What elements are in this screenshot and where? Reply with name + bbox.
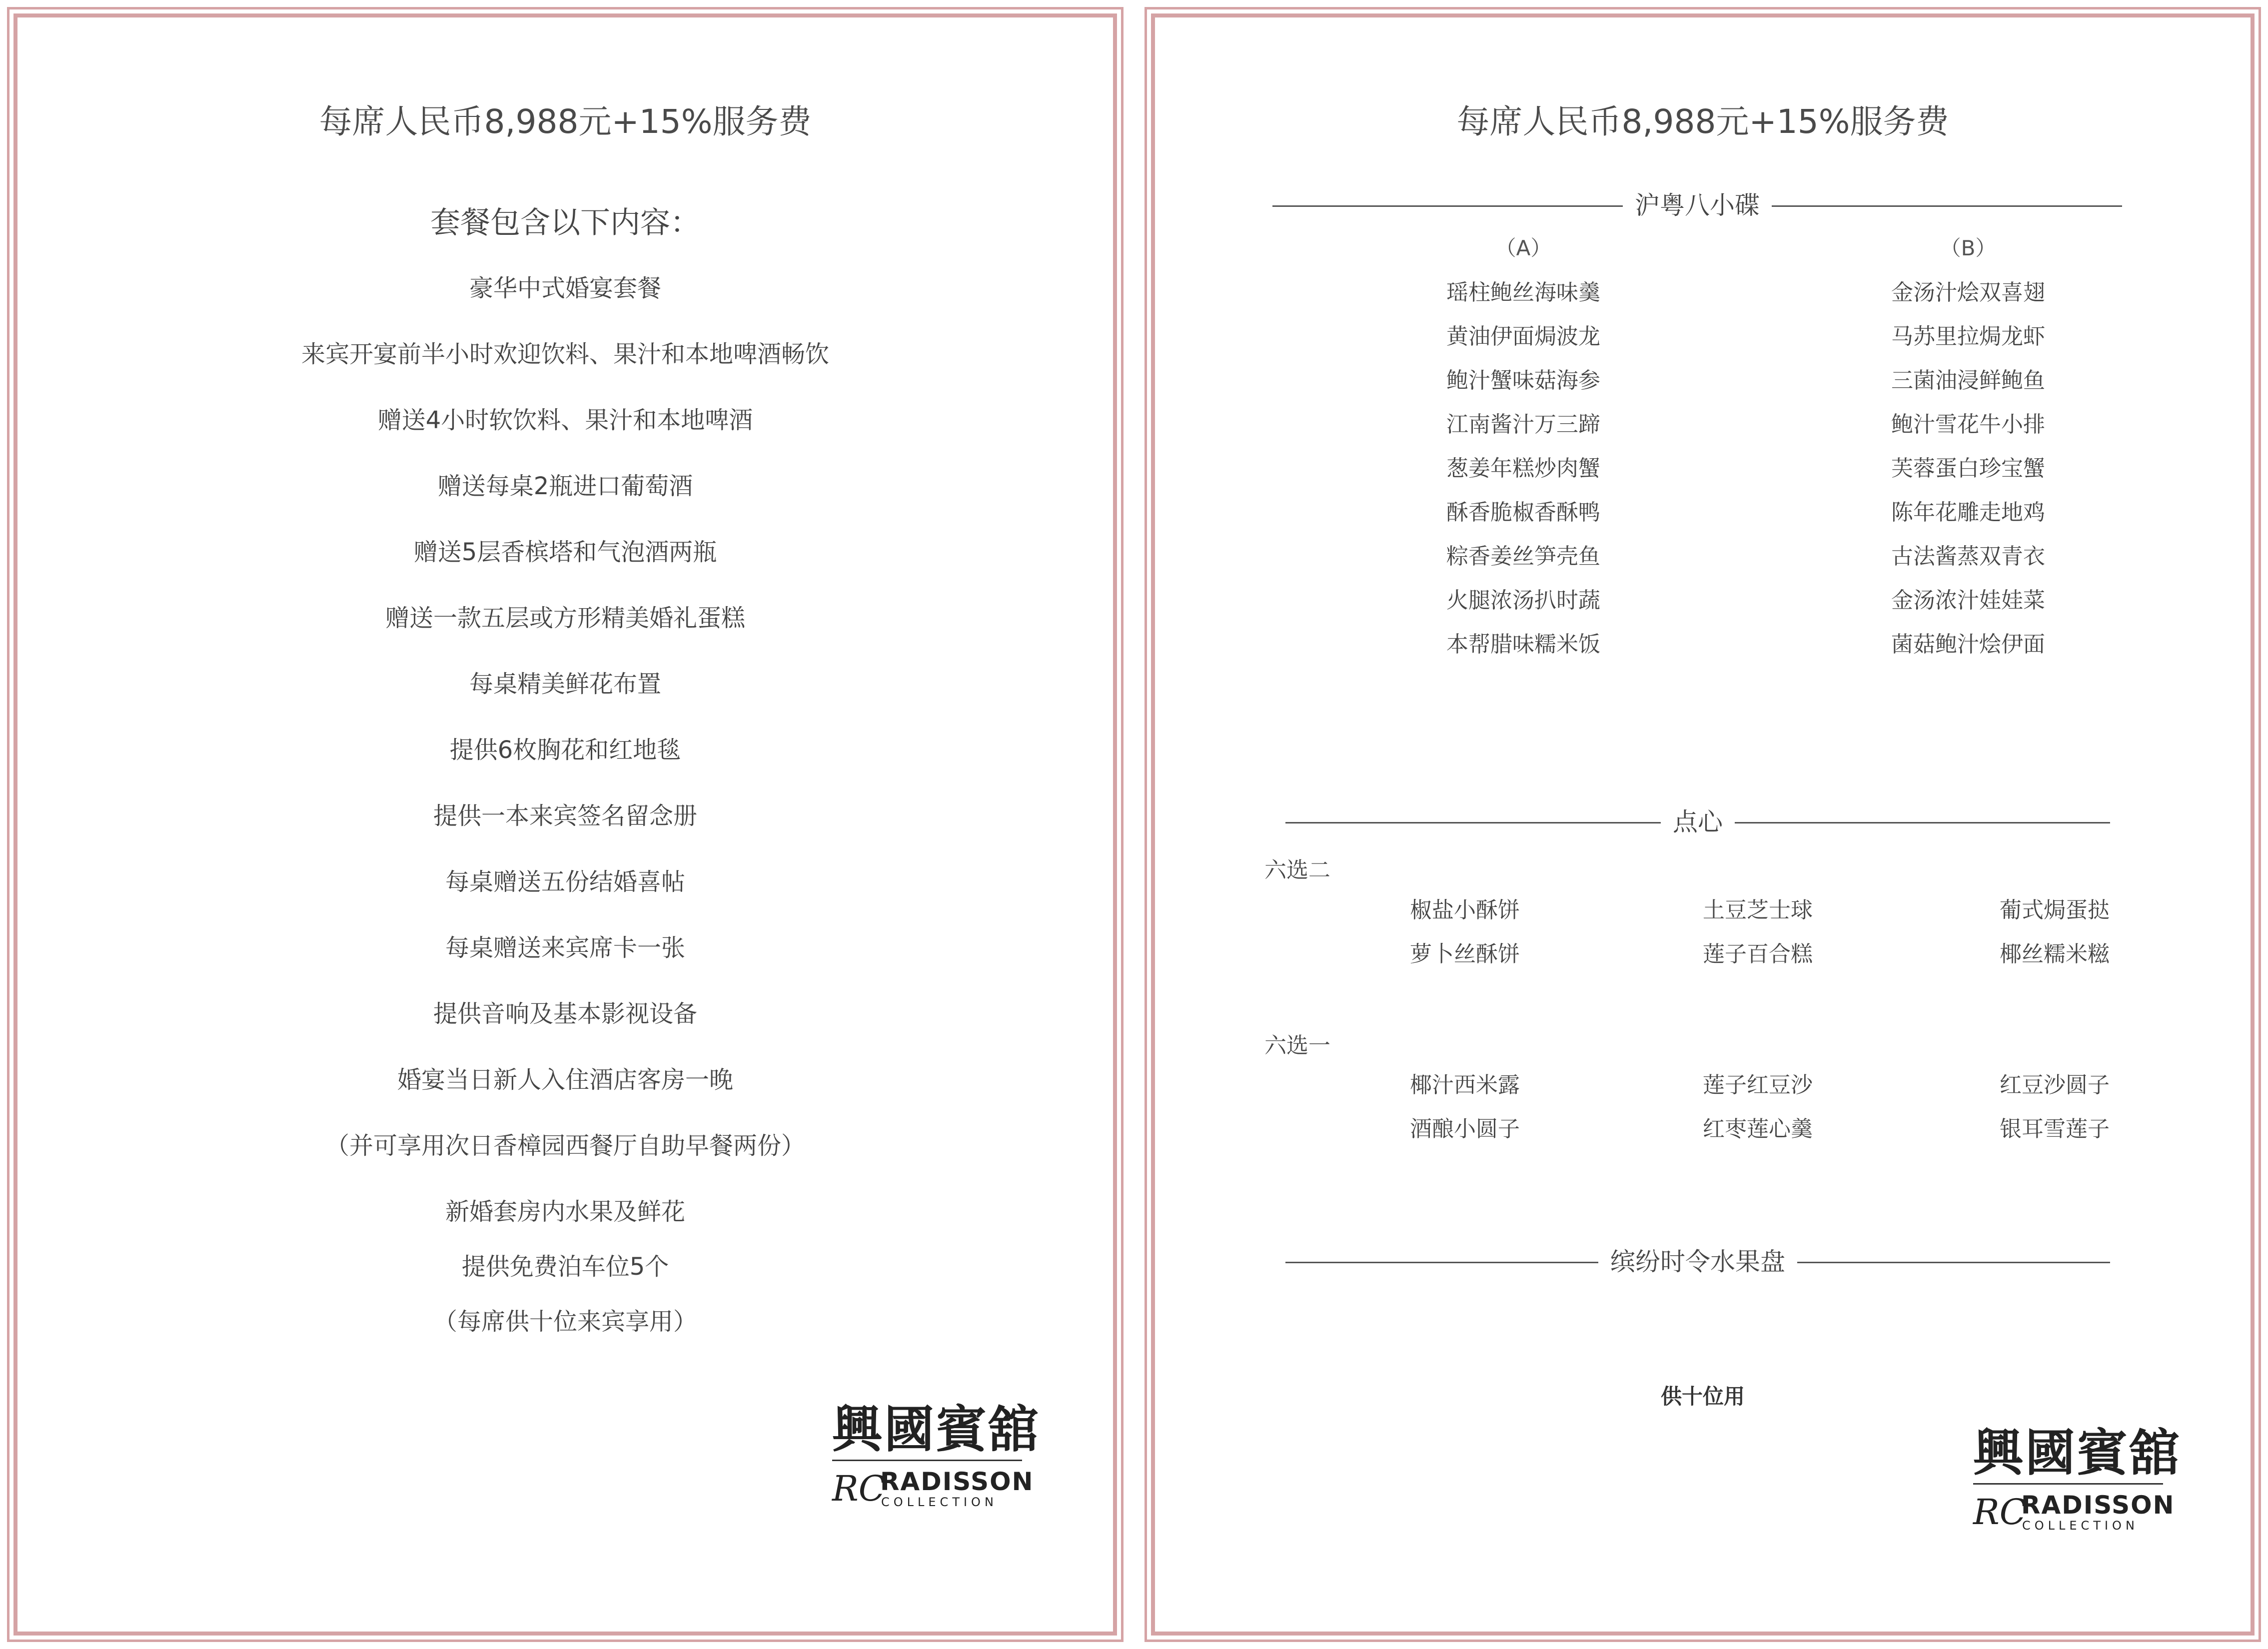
dish-item: 江南酱汁万三蹄: [1446, 412, 1600, 437]
inclusion-item: 每桌赠送来宾席卡一张: [445, 934, 685, 962]
fruit-title: 缤纷时令水果盘: [1598, 1247, 1797, 1276]
rc-mark-icon: RC: [1973, 1492, 2027, 1533]
choose-two-label: 六选二: [1264, 857, 1330, 883]
package-heading: 套餐包含以下内容：: [430, 205, 700, 240]
dim-sum-item: 萝卜丝酥饼: [1410, 941, 1520, 967]
dim-sum-item: 酒酿小圆子: [1410, 1116, 1520, 1142]
dish-item: 本帮腊味糯米饭: [1446, 632, 1600, 657]
logo-brand: [1973, 1490, 2175, 1535]
dim-sum-item: 椰丝糯米糍: [2000, 941, 2110, 967]
dim-sum-item: 红豆沙圆子: [2000, 1072, 2110, 1098]
inclusion-item: 赠送4小时软饮料、果汁和本地啤酒: [377, 406, 753, 434]
dim-sum-item: 土豆芝士球: [1703, 897, 1813, 923]
inclusion-item: 每桌精美鲜花布置: [469, 670, 661, 698]
inclusion-item: 婚宴当日新人入住酒店客房一晚: [397, 1066, 733, 1094]
logo-brand: [832, 1466, 1034, 1511]
appetizers-column-a: [1373, 226, 1673, 667]
dish-item: 古法酱蒸双青衣: [1891, 544, 2045, 569]
inclusion-item: （每席供十位来宾享用）: [433, 1308, 697, 1336]
dish-item: 芙蓉蛋白珍宝蟹: [1891, 456, 2045, 481]
left-price-title: 每席人民币8,988元+15%服务费: [319, 102, 812, 141]
dim-sum-group-2: [1137, 1063, 2268, 1153]
appetizers-column-b: [1818, 226, 2118, 667]
dim-sum-item: 莲子红豆沙: [1703, 1072, 1813, 1098]
logo-brand-name: RADISSON: [2021, 1491, 2175, 1520]
dim-sum-item: 红枣莲心羹: [1703, 1116, 1813, 1142]
hotel-logo: [832, 1400, 1040, 1522]
fruit-section-header: [1285, 1244, 2110, 1279]
rc-mark-icon: RC: [832, 1468, 886, 1509]
dish-item: 菌菇鲍汁烩伊面: [1891, 632, 2045, 657]
right-page: [1137, 0, 2268, 1649]
dim-sum-item: 椰汁西米露: [1410, 1072, 1520, 1098]
inclusion-item: 提供6枚胸花和红地毯: [449, 736, 681, 764]
dish-item: 三菌油浸鲜鲍鱼: [1891, 368, 2045, 393]
serves-note: 供十位用: [1660, 1384, 1745, 1409]
column-b-label: （B）: [1940, 236, 1997, 260]
dish-item: 鲍汁蟹味菇海参: [1446, 368, 1600, 393]
inclusion-item: 提供音响及基本影视设备: [433, 1000, 697, 1028]
column-a-label: （A）: [1495, 236, 1552, 260]
choose-one-label: 六选一: [1264, 1033, 1330, 1058]
inclusion-item: 每桌赠送五份结婚喜帖: [445, 868, 685, 896]
dish-item: 火腿浓汤扒时蔬: [1446, 588, 1600, 613]
logo-brand-sub: COLLECTION: [881, 1495, 998, 1509]
page-gutter: [1131, 0, 1137, 1649]
inclusion-item: （并可享用次日香樟园西餐厅自助早餐两份）: [325, 1132, 805, 1160]
dish-item: 葱姜年糕炒肉蟹: [1446, 456, 1600, 481]
inclusion-item: 来宾开宴前半小时欢迎饮料、果汁和本地啤酒畅饮: [301, 340, 829, 368]
dish-item: 黄油伊面焗波龙: [1446, 324, 1600, 349]
hotel-logo: [1973, 1423, 2181, 1545]
logo-brand-name: RADISSON: [880, 1467, 1034, 1496]
dim-sum-item: 银耳雪莲子: [2000, 1116, 2110, 1142]
appetizers-section-header: [1272, 188, 2122, 223]
inclusion-item: 提供一本来宾签名留念册: [433, 802, 697, 830]
dish-item: 马苏里拉焗龙虾: [1891, 324, 2045, 349]
logo-divider: [832, 1460, 1022, 1461]
inclusion-item: 提供免费泊车位5个: [461, 1253, 669, 1281]
dish-item: 金汤浓汁娃娃菜: [1891, 588, 2045, 613]
inclusion-item: 新婚套房内水果及鲜花: [445, 1198, 685, 1226]
left-page: [0, 0, 1131, 1649]
logo-divider: [1973, 1483, 2163, 1485]
dim-sum-item: 葡式焗蛋挞: [2000, 897, 2110, 923]
dim-sum-item: 椒盐小酥饼: [1410, 897, 1520, 923]
inclusion-item: 豪华中式婚宴套餐: [469, 274, 661, 302]
logo-calligraphy: 興國賓舘: [832, 1400, 1040, 1459]
dim-sum-section-header: [1285, 805, 2110, 839]
dim-sum-group-1: [1137, 888, 2268, 978]
right-price-title: 每席人民币8,988元+15%服务费: [1456, 102, 1949, 141]
dim-sum-title: 点心: [1661, 808, 1735, 836]
inclusion-item: 赠送5层香槟塔和气泡酒两瓶: [413, 538, 717, 566]
dish-item: 粽香姜丝笋壳鱼: [1446, 544, 1600, 569]
logo-calligraphy: 興國賓舘: [1973, 1423, 2181, 1482]
dish-item: 鲍汁雪花牛小排: [1891, 412, 2045, 437]
dish-item: 金汤汁烩双喜翅: [1891, 280, 2045, 305]
inclusion-item: 赠送一款五层或方形精美婚礼蛋糕: [385, 604, 745, 632]
dish-item: 瑶柱鲍丝海味羹: [1446, 280, 1600, 305]
logo-brand-sub: COLLECTION: [2022, 1519, 2139, 1533]
dim-sum-item: 莲子百合糕: [1703, 941, 1813, 967]
dish-item: 酥香脆椒香酥鸭: [1446, 500, 1600, 525]
appetizers-title: 沪粤八小碟: [1623, 191, 1772, 220]
inclusion-item: 赠送每桌2瓶进口葡萄酒: [437, 472, 693, 500]
dish-item: 陈年花雕走地鸡: [1891, 500, 2045, 525]
